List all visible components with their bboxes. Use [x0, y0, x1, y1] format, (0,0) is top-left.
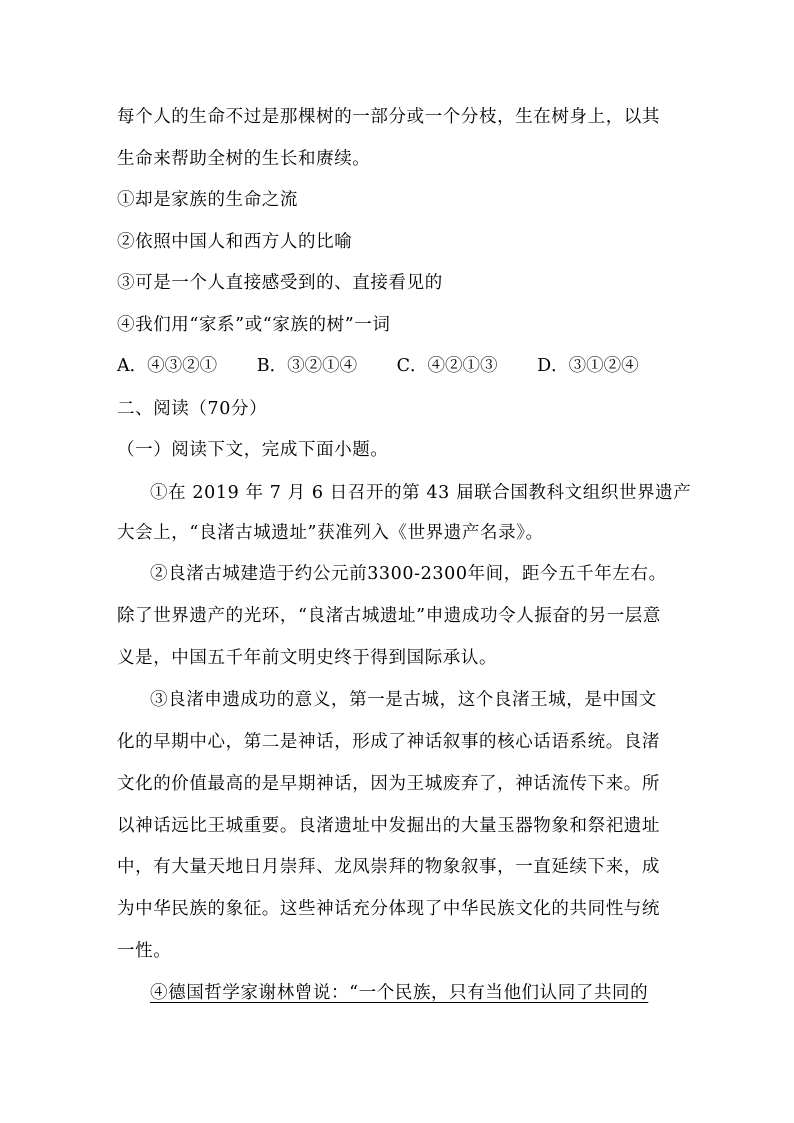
- passage-p2-line-3: 义是，中国五千年前文明史终于得到国际承认。: [117, 648, 498, 668]
- passage-p3-line-7: 一性。: [117, 941, 172, 961]
- sentence-option-2: ②依照中国人和西方人的比喻: [117, 232, 353, 252]
- passage-p3-line-5: 中，有大量天地日月崇拜、龙凤崇拜的物象叙事，一直延续下来，成: [117, 857, 660, 877]
- answer-option-d[interactable]: D．③①②④: [537, 356, 639, 376]
- question-stem-line-1: 每个人的生命不过是那棵树的一部分或一个分枝，生在树身上，以其: [117, 107, 660, 127]
- subsection-title: （一）阅读下文，完成下面小题。: [117, 440, 389, 460]
- sentence-option-4: ④我们用“家系”或“家族的树”一词: [117, 315, 391, 335]
- passage-p3-line-4: 以神话远比王城重要。良渚遗址中发掘出的大量玉器物象和祭祀遗址: [117, 816, 660, 836]
- passage-p1-line-1: ①在 2019 年 7 月 6 日召开的第 43 届联合国教科文组织世界遗产: [150, 483, 692, 503]
- passage-p4-line-1: ④德国哲学家谢林曾说：“一个民族，只有当他们认同了共同的: [150, 983, 649, 1003]
- passage-p3-line-2: 化的早期中心，第二是神话，形成了神话叙事的核心话语系统。良渚: [117, 732, 660, 752]
- answer-options: [117, 354, 717, 378]
- section-title: 二、阅读（70分）: [117, 399, 268, 419]
- passage-p2-line-1: ②良渚古城建造于约公元前3300-2300年间，距今五千年左右。: [150, 564, 667, 584]
- passage-p3-line-3: 文化的价值最高的是早期神话，因为王城废弃了，神话流传下来。所: [117, 774, 660, 794]
- passage-p3-line-6: 为中华民族的象征。这些神话充分体现了中华民族文化的共同性与统: [117, 899, 660, 919]
- answer-option-c[interactable]: C．④②①③: [396, 356, 498, 376]
- answer-option-a[interactable]: A．④③②①: [117, 356, 218, 376]
- sentence-option-3: ③可是一个人直接感受到的、直接看见的: [117, 273, 443, 293]
- passage-p3-line-1: ③良渚申遗成功的意义，第一是古城，这个良渚王城，是中国文: [150, 690, 657, 710]
- answer-option-b[interactable]: B．③②①④: [256, 356, 358, 376]
- sentence-option-1: ①却是家族的生命之流: [117, 190, 298, 210]
- question-stem-line-2: 生命来帮助全树的生长和赓续。: [117, 149, 371, 169]
- passage-p1-line-2: 大会上，“良渚古城遗址”获准列入《世界遗产名录》。: [117, 523, 544, 543]
- passage-p2-line-2: 除了世界遗产的光环，“良渚古城遗址”申遗成功令人振奋的另一层意: [117, 606, 661, 626]
